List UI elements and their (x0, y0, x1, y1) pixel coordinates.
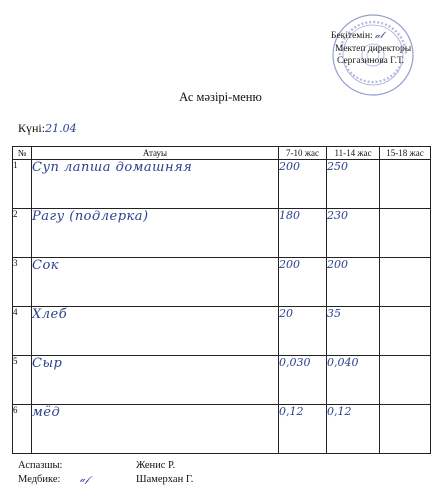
table-row (13, 160, 431, 209)
row-number: 2 (13, 209, 32, 258)
header-name: Атауы (32, 147, 279, 160)
portion-7-10: 0,030 (279, 356, 327, 405)
portion-15-18 (380, 209, 431, 258)
date-row (18, 121, 77, 136)
director-signature: ⁢𝒶𝓁 (375, 31, 383, 41)
table-header-row (13, 147, 431, 160)
portion-11-14: 200 (327, 258, 380, 307)
dish-name: Рагу (подлерка) (32, 209, 279, 258)
portion-7-10: 180 (279, 209, 327, 258)
header-age-7-10: 7-10 жас (279, 147, 327, 160)
portion-7-10: 0,12 (279, 405, 327, 454)
nurse-role: Медбике: (18, 474, 61, 485)
nurse-signature-line (18, 474, 193, 485)
nurse-name: Шамерхан Г. (136, 474, 194, 485)
portion-11-14: 0,040 (327, 356, 380, 405)
portion-11-14: 35 (327, 307, 380, 356)
portion-15-18 (380, 356, 431, 405)
portion-7-10: 200 (279, 160, 327, 209)
table-row (13, 209, 431, 258)
portion-11-14: 230 (327, 209, 380, 258)
portion-7-10: 200 (279, 258, 327, 307)
approval-position: Мектеп директоры (335, 43, 412, 54)
approval-label: Бекітемін: (331, 31, 373, 41)
approval-block (331, 30, 436, 68)
cook-role: Аспазшы: (18, 460, 63, 471)
cook-name: Женис Р. (136, 460, 176, 471)
portion-11-14: 250 (327, 160, 380, 209)
cook-signature-line (18, 460, 175, 471)
row-number: 3 (13, 258, 32, 307)
header-number: № (13, 147, 32, 160)
approval-name: Сергазинова Г.Т. (337, 56, 405, 66)
date-label: Күні: (18, 121, 46, 135)
dish-name: Сыр (32, 356, 279, 405)
portion-15-18 (380, 405, 431, 454)
table-row (13, 356, 431, 405)
table-row (13, 307, 431, 356)
row-number: 5 (13, 356, 32, 405)
dish-name: Сок (32, 258, 279, 307)
portion-11-14: 0,12 (327, 405, 380, 454)
row-number: 1 (13, 160, 32, 209)
portion-15-18 (380, 258, 431, 307)
portion-15-18 (380, 307, 431, 356)
portion-7-10: 20 (279, 307, 327, 356)
date-value: 21.04 (45, 122, 77, 135)
menu-table (12, 146, 431, 454)
dish-name: мёд (32, 405, 279, 454)
dish-name: Хлеб (32, 307, 279, 356)
header-age-11-14: 11-14 жас (327, 147, 380, 160)
nurse-signature: 𝒶𝒻 (80, 475, 89, 485)
approval-line (331, 30, 436, 43)
header-age-15-18: 15-18 жас (380, 147, 431, 160)
dish-name: Суп лапша домашняя (32, 160, 279, 209)
table-row (13, 258, 431, 307)
portion-15-18 (380, 160, 431, 209)
row-number: 4 (13, 307, 32, 356)
table-row (13, 405, 431, 454)
page-title: Ас мәзірі-меню (179, 90, 262, 104)
row-number: 6 (13, 405, 32, 454)
